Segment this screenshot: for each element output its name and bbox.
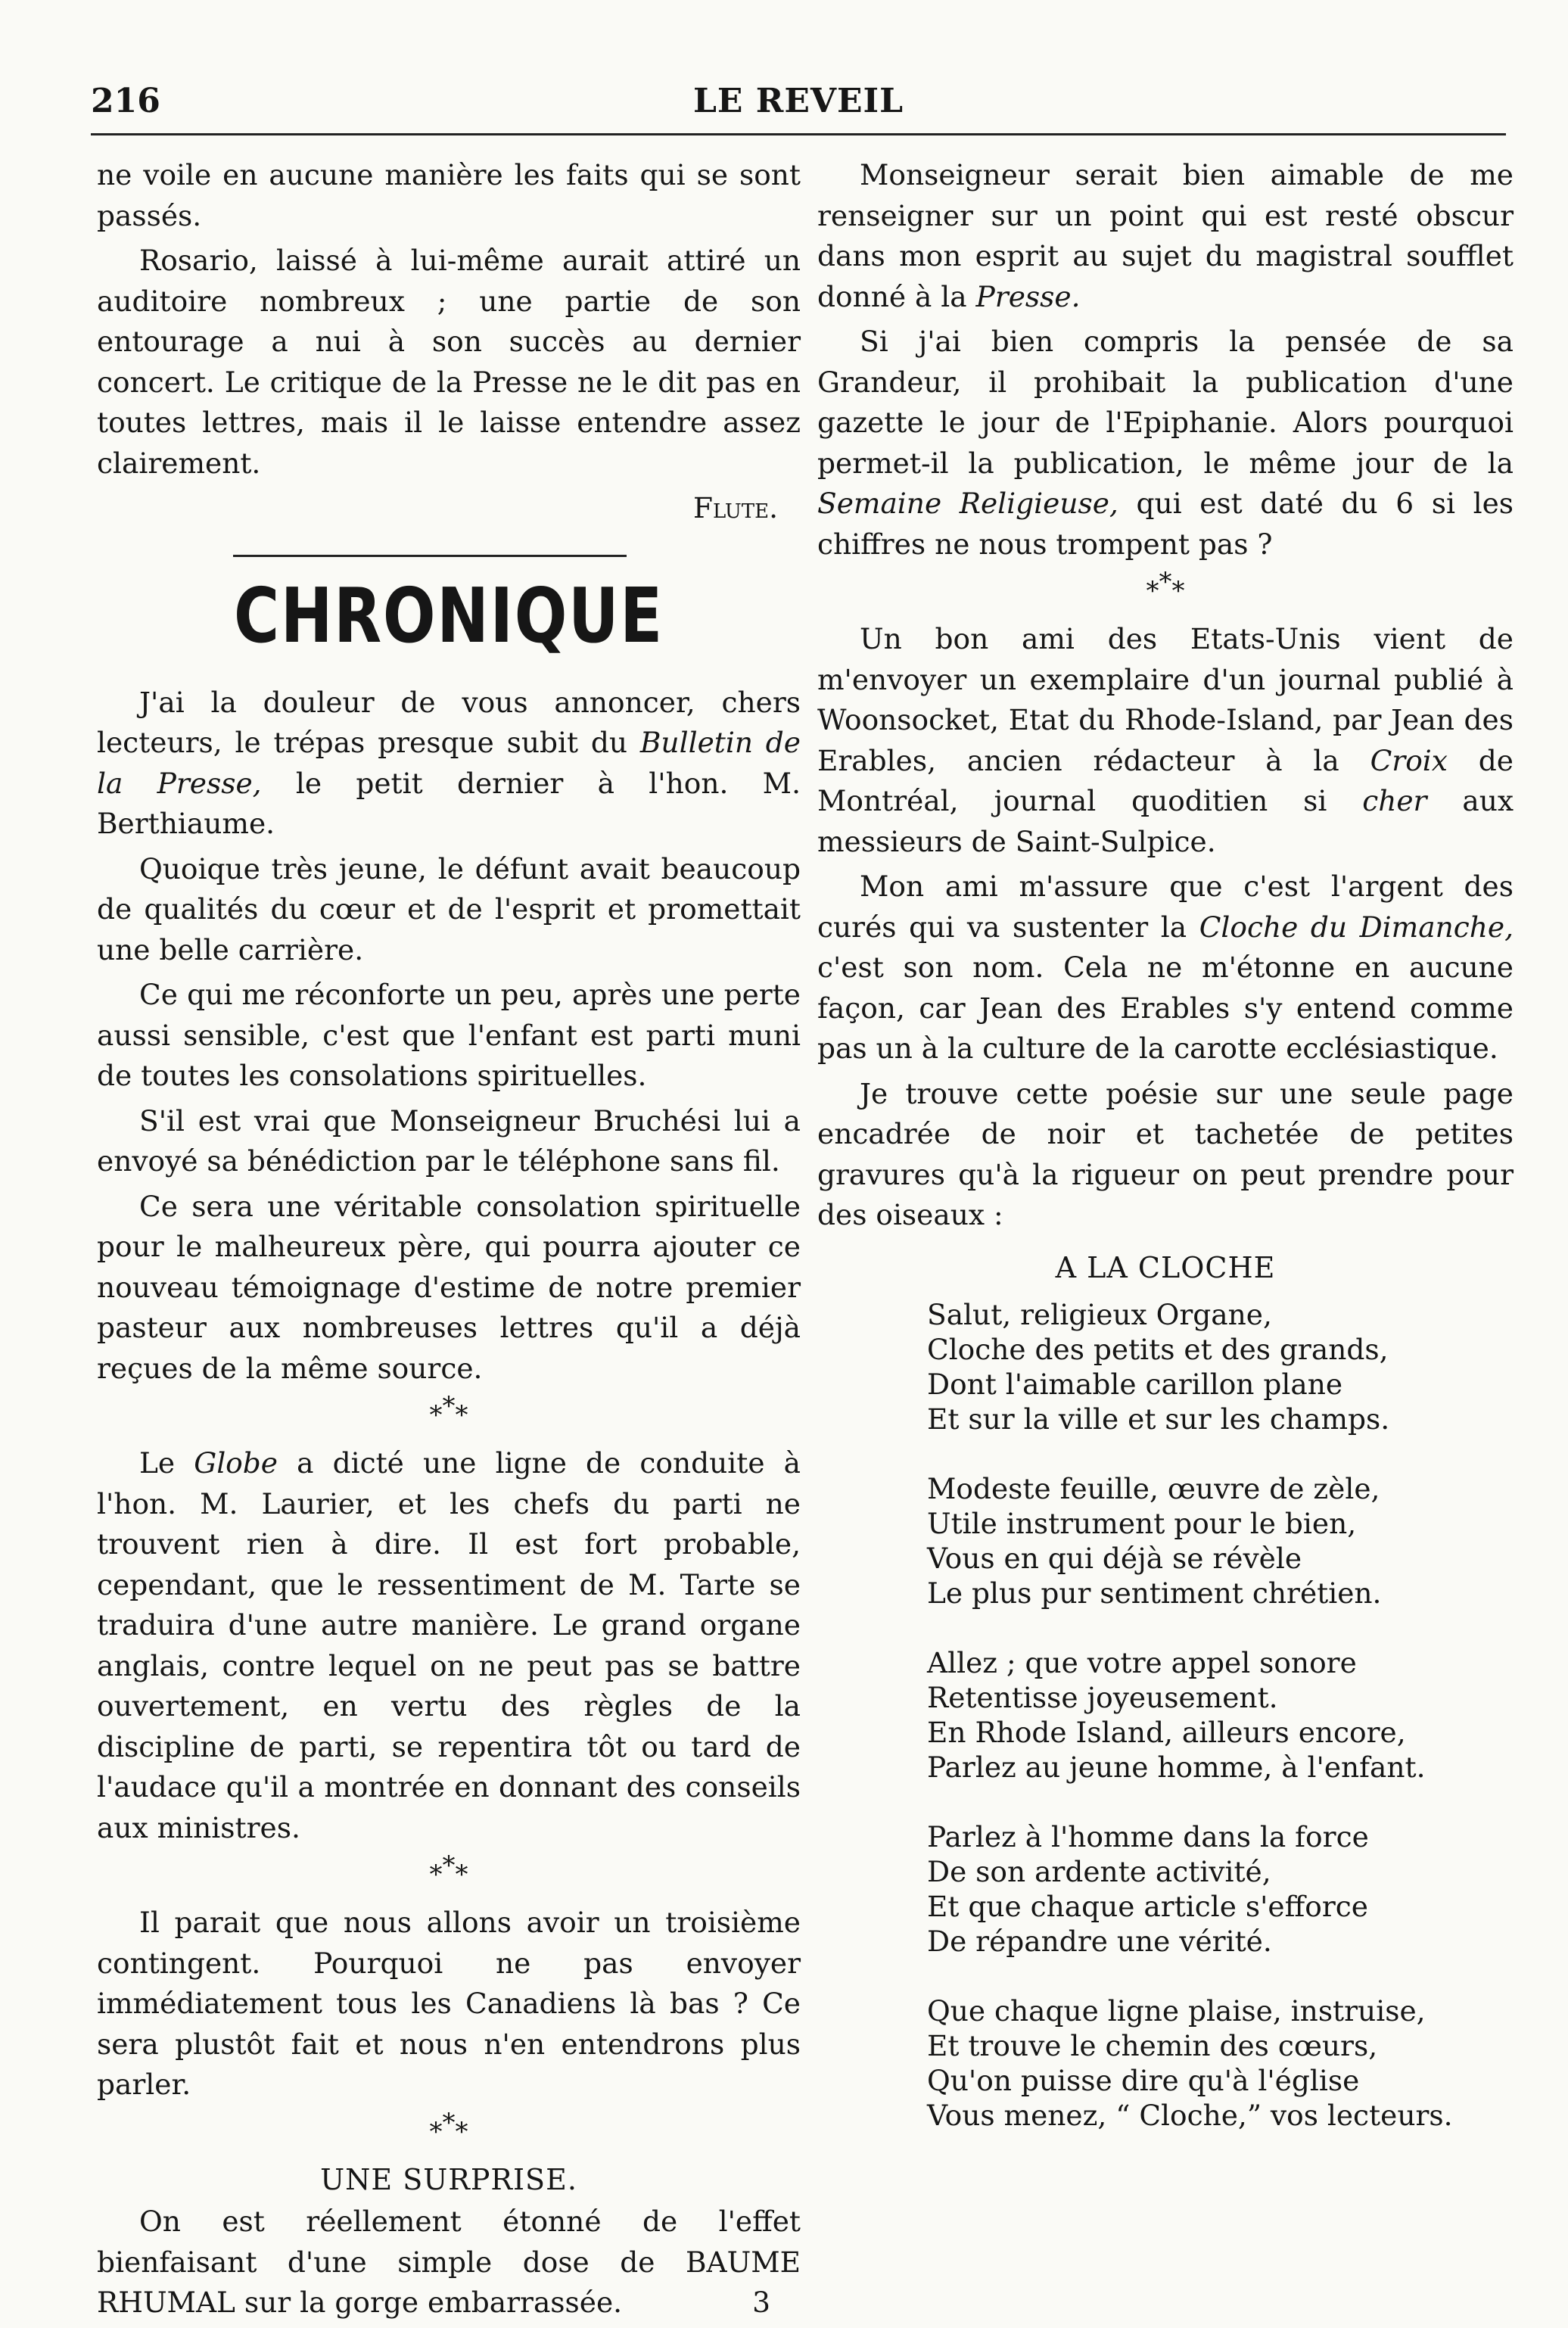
ad-number: 3: [752, 2286, 770, 2319]
poem-line: De répandre une vérité.: [927, 1925, 1272, 1958]
paragraph: Le Globe a dicté une ligne de conduite à l'hon. M. Laurier, et les chefs du parti ne trouvent rien à dire. Il est fort probable, cependant, que le ressentiment de M. Tarte se traduira d'une autre manière. Le grand organe anglais, contre lequel on ne peut pas se battre ouvertement, en vertu des règles de la discipline de parti, se repentira tôt ou tard de l'audace qu'il a montrée en donnant des conseils aux ministres.: [97, 1446, 801, 1844]
poem-line: Le plus pur sentiment chrétien.: [927, 1576, 1382, 1610]
poem-line: De son ardente activité,: [927, 1855, 1271, 1888]
poem-line: Vous en qui déjà se révèle: [927, 1542, 1302, 1575]
italic-title: Globe: [194, 1446, 278, 1480]
poem-line: Cloche des petits et des grands,: [927, 1333, 1389, 1366]
poem-line: Qu'on puisse dire qu'à l'église: [927, 2064, 1360, 2097]
poem-line: Et sur la ville et sur les champs.: [927, 1402, 1390, 1436]
page-header: [91, 82, 1506, 127]
poem-stanza: [927, 1819, 1514, 1959]
poem-line: En Rhode Island, ailleurs encore,: [927, 1716, 1406, 1749]
paragraph: S'il est vrai que Monseigneur Bruchési lui a envoyé sa bénédiction par le téléphone sans fil.: [97, 1103, 801, 1178]
poem-line: Vous menez, “ Cloche,” vos lecteurs.: [927, 2099, 1453, 2132]
paragraph: Monseigneur serait bien aimable de me renseigner sur un point qui est resté obscur dans mon esprit au sujet du magistral soufflet donné à la Presse.: [817, 158, 1514, 313]
poem-line: Utile instrument pour le bien,: [927, 1507, 1357, 1540]
poem-stanza: [927, 1297, 1514, 1436]
subsection-title: UNE SURPRISE.: [320, 2162, 577, 2196]
poem-line: Et que chaque article s'efforce: [927, 1890, 1368, 1923]
paragraph: Je trouve cette poésie sur une seule page encadrée de noir et tachetée de petites gravures qu'à la rigueur on peut prendre pour des oiseaux :: [817, 1076, 1514, 1231]
italic-word: cher: [1362, 784, 1427, 817]
paragraph: Il parait que nous allons avoir un troisième contingent. Pourquoi ne pas envoyer immédiatement tous les Canadiens là bas ? Ce sera plustôt fait et nous n'en entendrons plus parler.: [97, 1906, 801, 2101]
title-rule: [233, 555, 627, 557]
poem-line: Parlez à l'homme dans la force: [927, 1820, 1369, 1853]
italic-title: Presse.: [975, 279, 1081, 313]
section-title: CHRONIQUE: [234, 571, 664, 660]
paragraph: ne voile en aucune manière les faits qui se sont passés.: [97, 158, 801, 232]
paragraph: Ce sera une véritable consolation spirituelle pour le malheureux père, qui pourra ajouter ce nouveau témoignage d'estime de notre premier pasteur aux nombreuses lettres qu'il a déjà reçues de la même source.: [97, 1189, 801, 1385]
paragraph: J'ai la douleur de vous annoncer, chers lecteurs, le trépas presque subit du Bulletin de la Presse, le petit dernier à l'hon. M. Berthiaume.: [97, 685, 801, 840]
signature: Flute.: [692, 491, 778, 524]
poem-line: Salut, religieux Organe,: [927, 1298, 1272, 1331]
header-rule: [91, 133, 1506, 135]
asterism: ***: [429, 2107, 468, 2147]
italic-title: Croix: [1370, 743, 1448, 777]
paragraph: Quoique très jeune, le défunt avait beaucoup de qualités du cœur et de l'esprit et promettait une belle carrière.: [97, 851, 801, 966]
running-title: LE REVEIL: [692, 82, 904, 120]
paragraph: Rosario, laissé à lui-même aurait attiré un auditoire nombreux ; une partie de son entourage a nui à son succès au dernier concert. Le critique de la Presse ne le dit pas en toutes lettres, mais il le laisse entendre assez clairement.: [97, 244, 801, 480]
paragraph: Ce qui me réconforte un peu, après une perte aussi sensible, c'est que l'enfant est parti muni de toutes les consolations spirituelles.: [97, 978, 801, 1092]
poem-stanza: [927, 1471, 1514, 1611]
italic-title: Semaine Religieuse,: [817, 487, 1118, 520]
paragraph: Mon ami m'assure que c'est l'argent des curés qui va sustenter la Cloche du Dimanche, c'est son nom. Cela ne m'étonne en aucune façon, car Jean des Erables s'y entend comme pas un à la culture de la carotte ecclésiastique.: [817, 870, 1514, 1065]
asterism: ***: [429, 1850, 468, 1890]
left-column: [97, 155, 801, 2328]
page-number: 216: [91, 82, 160, 120]
paragraph: On est réellement étonné de l'effet bienfaisant d'une simple dose de BAUME RHUMAL sur la gorge embarrassée. 3: [97, 2202, 801, 2323]
poem-stanza: [927, 1993, 1514, 2133]
paragraph: Si j'ai bien compris la pensée de sa Grandeur, il prohibait la publication d'une gazette le jour de l'Epiphanie. Alors pourquoi permet-il la publication, le même jour de la Semaine Religieuse, qui est daté du 6 si les chiffres ne nous trompent pas ?: [817, 325, 1514, 561]
poem-line: Retentisse joyeusement.: [927, 1681, 1278, 1714]
right-column: [817, 155, 1514, 2168]
poem-line: Dont l'aimable carillon plane: [927, 1368, 1343, 1401]
poem-line: Allez ; que votre appel sonore: [927, 1646, 1357, 1679]
italic-title: Cloche du Dimanche,: [1199, 910, 1514, 944]
poem-title: A LA CLOCHE: [1055, 1250, 1276, 1284]
asterism: ***: [1146, 567, 1185, 606]
poem-line: Que chaque ligne plaise, instruise,: [927, 1994, 1426, 2028]
poem-stanza: [927, 1645, 1514, 1785]
italic-title: Bulletin de la Presse,: [97, 726, 801, 800]
poem-line: Et trouve le chemin des cœurs,: [927, 2029, 1378, 2062]
asterism: ***: [429, 1391, 468, 1430]
poem-line: Modeste feuille, œuvre de zèle,: [927, 1472, 1380, 1505]
poem-line: Parlez au jeune homme, à l'enfant.: [927, 1751, 1426, 1784]
paragraph: Un bon ami des Etats-Unis vient de m'envoyer un exemplaire d'un journal publié à Woonsocket, Etat du Rhode-Island, par Jean des Erables, ancien rédacteur à la Croix de Montréal, journal quoditien si cher aux messieurs de Saint-Sulpice.: [817, 622, 1514, 858]
